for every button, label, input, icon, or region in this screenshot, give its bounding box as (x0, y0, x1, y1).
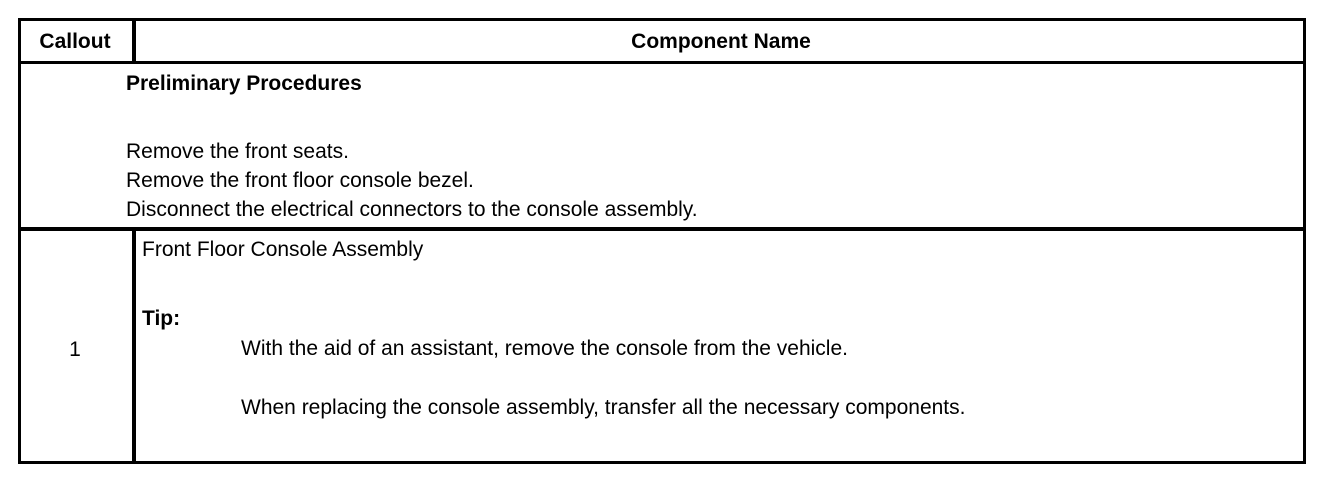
preliminary-title: Preliminary Procedures (126, 72, 362, 95)
preliminary-step-3: Disconnect the electrical connectors to the console assembly. (126, 198, 698, 221)
header-callout: Callout (39, 30, 111, 53)
tip-line-2: When replacing the console assembly, transfer all the necessary components. (241, 396, 966, 419)
header-divider (18, 61, 1306, 64)
tip-label: Tip: (142, 307, 181, 330)
preliminary-divider (18, 227, 1306, 231)
row-component-name: Front Floor Console Assembly (142, 238, 424, 261)
preliminary-step-1: Remove the front seats. (126, 140, 349, 163)
header-component-name: Component Name (631, 30, 811, 53)
preliminary-step-2: Remove the front floor console bezel. (126, 169, 474, 192)
tip-line-1: With the aid of an assistant, remove the console from the vehicle. (241, 337, 848, 360)
row-column-divider (132, 227, 136, 464)
row-callout: 1 (69, 338, 81, 361)
